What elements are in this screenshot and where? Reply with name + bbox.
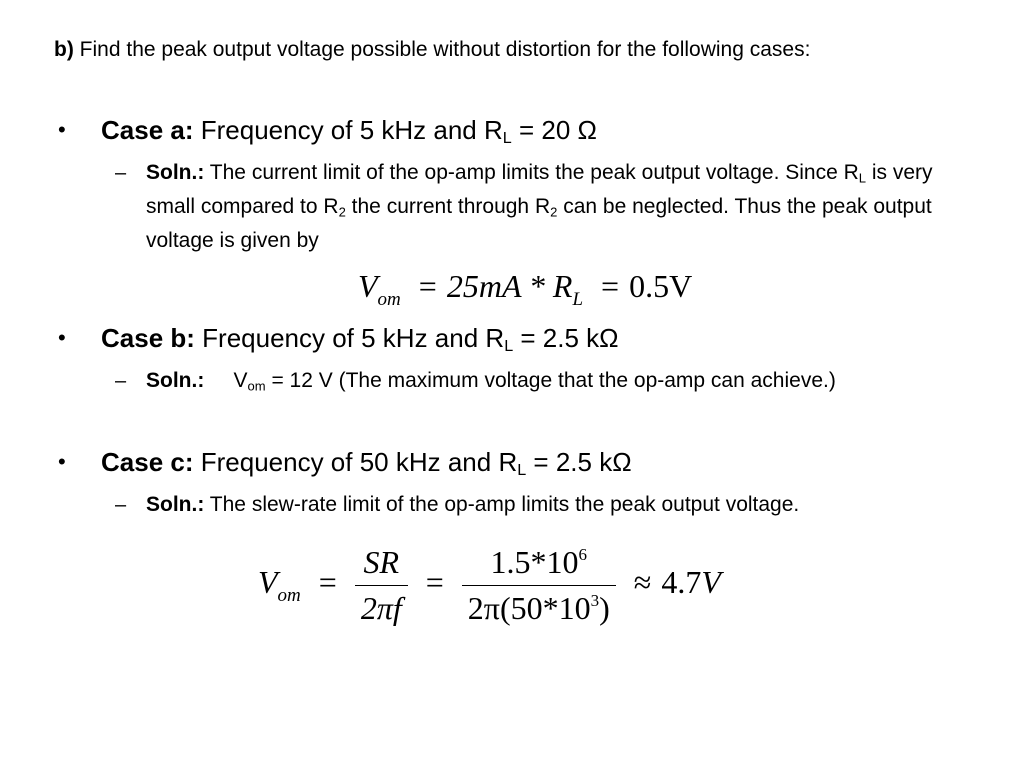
eq2-frac1-num: SR	[363, 544, 400, 580]
eq2-lhs-sub: om	[277, 584, 301, 606]
case-b-label: Case b:	[101, 323, 195, 353]
dash-icon: –	[115, 162, 127, 184]
case-a-heading	[101, 114, 597, 146]
eq2-frac2-den-sup: 3	[590, 591, 600, 610]
case-a-solution	[146, 156, 981, 258]
case-b-soln-label: Soln.:	[146, 369, 205, 392]
eq2-fraction-1	[355, 544, 408, 627]
eq2-frac2-den-close: )	[599, 590, 610, 626]
eq1-equals-2: =	[601, 268, 620, 304]
case-c-soln-label: Soln.:	[146, 493, 205, 516]
intro-body: Find the peak output voltage possible without distortion for the following cases:	[79, 38, 811, 61]
case-c-text: Frequency of 50 kHz and R	[200, 447, 518, 477]
eq2-rhs: 4.7	[661, 563, 702, 600]
case-b-solution	[146, 364, 981, 398]
case-b-soln-text-2: = 12 V (The maximum voltage that the op-amp can achieve.)	[265, 369, 836, 392]
eq2-lhs: V	[258, 563, 278, 600]
eq2-rhs-unit: V	[701, 563, 721, 600]
case-b-text: Frequency of 5 kHz and R	[202, 323, 505, 353]
case-c-text-after: = 2.5 kΩ	[526, 447, 632, 477]
eq2-equals: =	[318, 563, 337, 600]
case-a-soln-sub-3: 2	[550, 204, 558, 220]
eq1-lhs: V	[358, 268, 378, 304]
case-b-sub: L	[504, 337, 514, 356]
eq2-frac2-num: 1.5*10	[490, 544, 579, 580]
bullet-icon: •	[58, 449, 66, 474]
case-a-soln-sub-1: L	[858, 170, 867, 186]
case-a-soln-text-3: the current through R	[345, 195, 551, 218]
case-a-soln-text-1: The current limit of the op-amp limits the peak output voltage. Since R	[209, 161, 859, 184]
bullet-icon: •	[58, 325, 66, 350]
dash-icon: –	[115, 494, 127, 516]
case-b-text-after: = 2.5 kΩ	[513, 323, 619, 353]
eq2-fraction-2	[462, 544, 616, 627]
equation-2	[258, 544, 721, 627]
case-a-soln-label: Soln.:	[146, 161, 205, 184]
eq2-frac2-num-sup: 6	[578, 545, 588, 564]
case-c-label: Case c:	[101, 447, 194, 477]
case-a-soln-text-4: can be neglected. Thus the peak output voltage is given by	[146, 195, 932, 252]
case-a-soln-text-2: is very small compared to R	[146, 161, 933, 218]
eq2-equals-2: =	[425, 563, 444, 600]
eq1-lhs-sub: om	[377, 289, 401, 310]
intro-label: b)	[54, 38, 74, 61]
case-c-heading	[101, 446, 632, 478]
case-a-text: Frequency of 5 kHz and R	[200, 115, 503, 145]
eq2-frac1-den: 2πf	[360, 590, 402, 626]
case-c-solution	[146, 488, 906, 522]
eq1-mid: 25mA * R	[446, 268, 573, 304]
eq2-approx: ≈	[633, 563, 652, 600]
case-a-text-after: = 20 Ω	[511, 115, 597, 145]
dash-icon: –	[115, 370, 127, 392]
case-b-heading	[101, 322, 619, 354]
eq1-rhs: 0.5V	[629, 268, 693, 304]
case-a-label: Case a:	[101, 115, 194, 145]
equation-1	[358, 268, 693, 310]
case-c-sub: L	[517, 461, 527, 480]
eq1-mid-sub: L	[572, 289, 584, 310]
eq2-frac2-den: 2π(50*10	[467, 590, 591, 626]
case-a-soln-sub-2: 2	[338, 204, 346, 220]
bullet-icon: •	[58, 117, 66, 142]
case-c-soln-text-1: The slew-rate limit of the op-amp limits the peak output voltage.	[209, 493, 800, 516]
intro-text	[54, 34, 974, 66]
case-a-sub: L	[502, 129, 512, 148]
case-b-soln-sub-1: om	[247, 378, 266, 394]
eq1-equals: =	[418, 268, 437, 304]
case-b-soln-text-1: V	[233, 369, 248, 392]
